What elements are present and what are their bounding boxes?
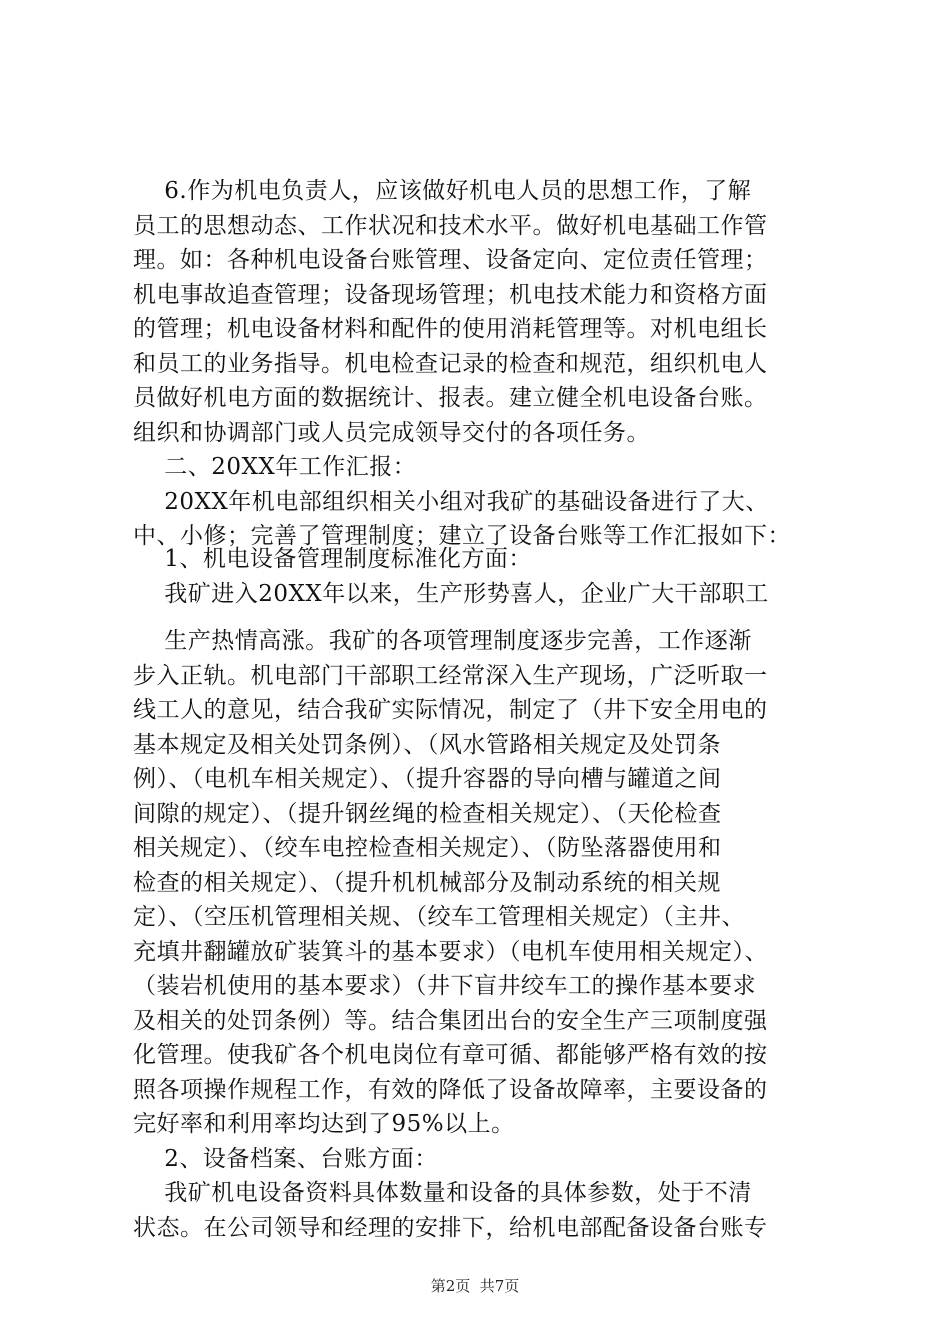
text-line: 机电事故追查管理；设备现场管理；机电技术能力和资格方面 bbox=[133, 281, 768, 308]
text-line: 间隙的规定）、（提升钢丝绳的检查相关规定）、（天伦检查 bbox=[133, 800, 722, 827]
section-heading: 二、20XX年工作汇报： bbox=[133, 454, 417, 480]
page-number-footer: 第2页 共7页 bbox=[430, 1277, 520, 1295]
text-line: 定）、（空压机管理相关规、（绞车工管理相关规定）（主井、 bbox=[133, 904, 745, 930]
section-heading: 1、机电设备管理制度标准化方面： bbox=[133, 546, 532, 572]
text-line: 基本规定及相关处罚条例）、（风水管路相关规定及处罚条 bbox=[133, 731, 721, 758]
text-line: 相关规定）、（绞车电控检查相关规定）、（防坠落器使用和 bbox=[133, 835, 722, 861]
text-line: （装岩机使用的基本要求）（井下盲井绞车工的操作基本要求 bbox=[133, 973, 756, 999]
text-line: 例）、（电机车相关规定）、（提升容器的导向槽与罐道之间 bbox=[133, 766, 722, 792]
text-line: 组织和协调部门或人员完成领导交付的各项任务。 bbox=[133, 419, 650, 446]
text-line: 理。如：各种机电设备台账管理、设备定向、定位责任管理； bbox=[133, 247, 768, 273]
section-heading: 2、设备档案、台账方面： bbox=[133, 1145, 438, 1172]
text-block-3 bbox=[133, 624, 833, 1245]
text-line: 充填井翻罐放矿装箕斗的基本要求）（电机车使用相关规定）、 bbox=[133, 938, 768, 965]
text-block-1 bbox=[133, 174, 833, 554]
text-line: 步入正轨。机电部门干部职工经常深入生产现场，广泛听取一 bbox=[133, 662, 768, 689]
text-line: 我矿机电设备资料具体数量和设备的具体参数，处于不清 bbox=[133, 1180, 752, 1206]
text-line: 生产热情高涨。我矿的各项管理制度逐步完善，工作逐渐 bbox=[133, 628, 752, 654]
text-line: 完好率和利用率均达到了95%以上。 bbox=[133, 1111, 515, 1137]
text-line: 线工人的意见，结合我矿实际情况，制定了（井下安全用电的 bbox=[133, 697, 768, 723]
text-line: 状态。在公司领导和经理的安排下，给机电部配备设备台账专 bbox=[133, 1214, 768, 1241]
text-line: 员工的思想动态、工作状况和技术水平。做好机电基础工作管 bbox=[133, 212, 768, 239]
text-line: 中、小修；完善了管理制度；建立了设备台账等工作汇报如下： bbox=[133, 523, 791, 549]
text-line: 照各项操作规程工作，有效的降低了设备故障率，主要设备的 bbox=[133, 1076, 768, 1103]
text-line: 化管理。使我矿各个机电岗位有章可循、都能够严格有效的按 bbox=[133, 1042, 768, 1068]
text-line: 6.作为机电负责人，应该做好机电人员的思想工作，了解 bbox=[133, 178, 752, 204]
text-line: 检查的相关规定）、（提升机机械部分及制动系统的相关规 bbox=[133, 869, 721, 896]
text-line: 的管理；机电设备材料和配件的使用消耗管理等。对机电组长 bbox=[133, 316, 768, 342]
text-block-2 bbox=[133, 542, 833, 611]
text-line: 员做好机电方面的数据统计、报表。建立健全机电设备台账。 bbox=[133, 385, 768, 411]
text-line: 及相关的处罚条例）等。结合集团出台的安全生产三项制度强 bbox=[133, 1007, 768, 1034]
text-line: 20XX年机电部组织相关小组对我矿的基础设备进行了大、 bbox=[133, 488, 769, 515]
text-line: 和员工的业务指导。机电检查记录的检查和规范，组织机电人 bbox=[133, 350, 768, 377]
text-line: 我矿进入20XX年以来，生产形势喜人，企业广大干部职工 bbox=[133, 580, 769, 607]
